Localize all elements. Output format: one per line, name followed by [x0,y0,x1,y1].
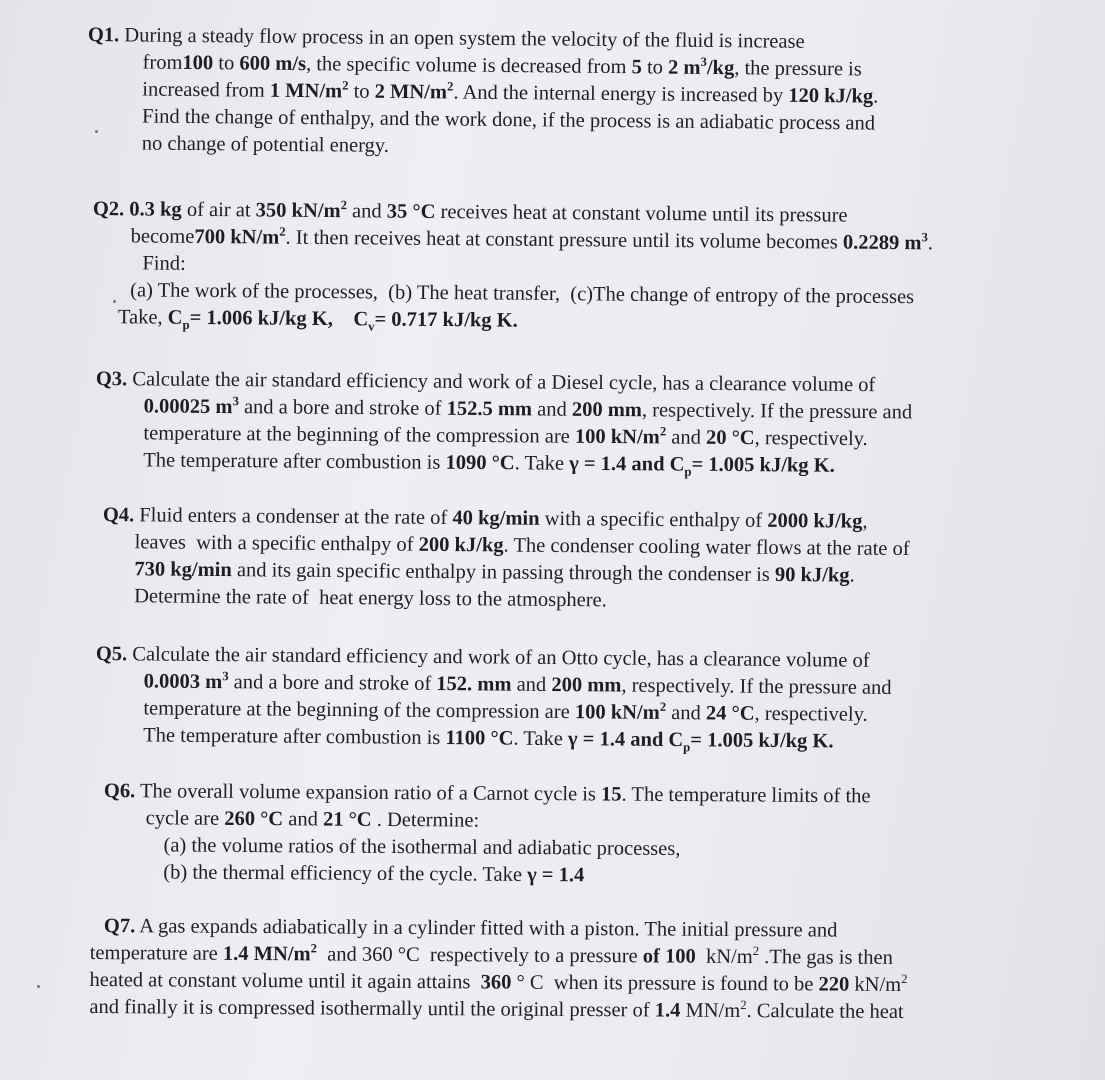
question-6-line-3: (a) the volume ratios of the isothermal and adiabatic processes, [163,834,681,861]
question-1 [87,22,879,165]
question-5-line-3: temperature at the beginning of the compression are 100 $kN/m^2$ and 24 °C, respectively. [143,697,868,726]
question-6-line-1: Q6. The overall volume expansion ratio of a Carnot cycle is 15. The temperature limits of the [103,779,871,808]
question-5-line-4: The temperature after combustion is 1100 °C. Take γ = 1.4 and $C_p= 1.005$ kJ/kg K. [143,724,834,755]
question-7-line-2: temperature are 1.4 $MN/m^2$ and 360 °C respectively to a pressure of 100 $kN/m^2$ .The gas is then [89,940,893,969]
question-4 [102,502,910,617]
question-2 [92,196,934,338]
question-1-line-1: Q1. During a steady flow process in an open system the velocity of the fluid is increase [87,23,805,53]
paper-mark [113,300,116,303]
question-7-line-1: Q7. A gas expands adiabatically in a cylinder fitted with a piston. The initial pressure and [103,915,838,942]
question-3-line-1: Q3. Calculate the air standard efficiency and work of a Diesel cycle, has a clearance volume of [95,367,876,397]
question-4-line-4: Determine the rate of heat energy loss to the atmosphere. [134,585,607,612]
question-2-line-2: become700 $kN/m^2$. It then receives heat at constant pressure until its volume becomes 0.2289 $m^3$. [130,224,934,255]
paper-mark [95,130,98,133]
question-2-line-1: Q2. 0.3 kg of air at 350 $kN/m^2$ and 35 °C receives heat at constant volume until its pressure [92,197,848,227]
question-5-line-2: 0.0003 $m^3$ and a bore and stroke of 152. mm and 200 mm, respectively. If the pressure and [143,668,892,699]
question-5 [95,641,892,756]
question-1-line-3: increased from 1 $MN/m^2$ to 2 $MN/m^2$. And the internal energy is increased by 120 kJ/kg. [142,77,879,108]
question-7-line-4: and finally it is compressed isothermally until the original presser of 1.4 $MN/m^2$. Calculate the heat [89,995,904,1023]
question-4-number: Q4. [102,503,135,527]
paper-mark [37,985,40,988]
question-2-number: Q2. [92,197,125,221]
question-7-line-3: heated at constant volume until it again attains 360 ° C when its pressure is found to be 220 $kN/m^2$ [89,968,908,996]
question-3-line-2: 0.00025 $m^3$ and a bore and stroke of 152.5 mm and 200 mm, respectively. If the pressure and [143,393,913,424]
question-4-line-1: Q4. Fluid enters a condenser at the rate of 40 kg/min with a specific enthalpy of 2000 kJ/kg, [102,503,868,533]
question-2-line-3: Find: [142,252,186,275]
question-4-line-3: 730 kg/min and its gain specific enthalpy in passing through the condenser is 90 kJ/kg. [134,558,855,587]
question-2-line-4: (a) The work of the processes, (b) The heat transfer, (c)The change of entropy of the processes [130,279,915,309]
question-3 [95,366,912,480]
question-6-line-4: (b) the thermal efficiency of the cycle. Take γ = 1.4 [163,861,585,887]
question-5-number: Q5. [95,642,128,666]
question-6-number: Q6. [103,779,136,803]
question-2-line-5: Take, $C_p= 1.006$ kJ/kg K, $C_v= 0.717$ kJ/kg K. [117,306,518,334]
question-3-number: Q3. [95,367,128,391]
question-1-line-5: no change of potential energy. [141,132,389,157]
question-3-line-4: The temperature after combustion is 1090 °C. Take γ = 1.4 and $C_p= 1.005$ kJ/kg K. [143,449,835,479]
question-1-number: Q1. [87,23,120,47]
question-7 [89,913,908,1026]
question-3-line-3: temperature at the beginning of the compression are 100 $kN/m^2$ and 20 °C, respectively. [143,422,868,451]
question-1-line-2: from100 to 600 m/s, the specific volume is decreased from 5 to 2 $m^3/kg$, the pressure is [142,51,862,81]
question-7-number: Q7. [103,915,136,938]
question-6-line-2: cycle are 260 °C and 21 °C . Determine: [145,807,480,832]
question-4-line-2: leaves with a specific enthalpy of 200 kJ/kg. The condenser cooling water flows at the rate of [134,531,910,561]
question-6 [103,778,870,891]
question-1-line-4: Find the change of enthalpy, and the work done, if the process is an adiabatic process and [141,105,876,135]
question-5-line-1: Q5. Calculate the air standard efficiency and work of an Otto cycle, has a clearance volume of [95,642,870,672]
